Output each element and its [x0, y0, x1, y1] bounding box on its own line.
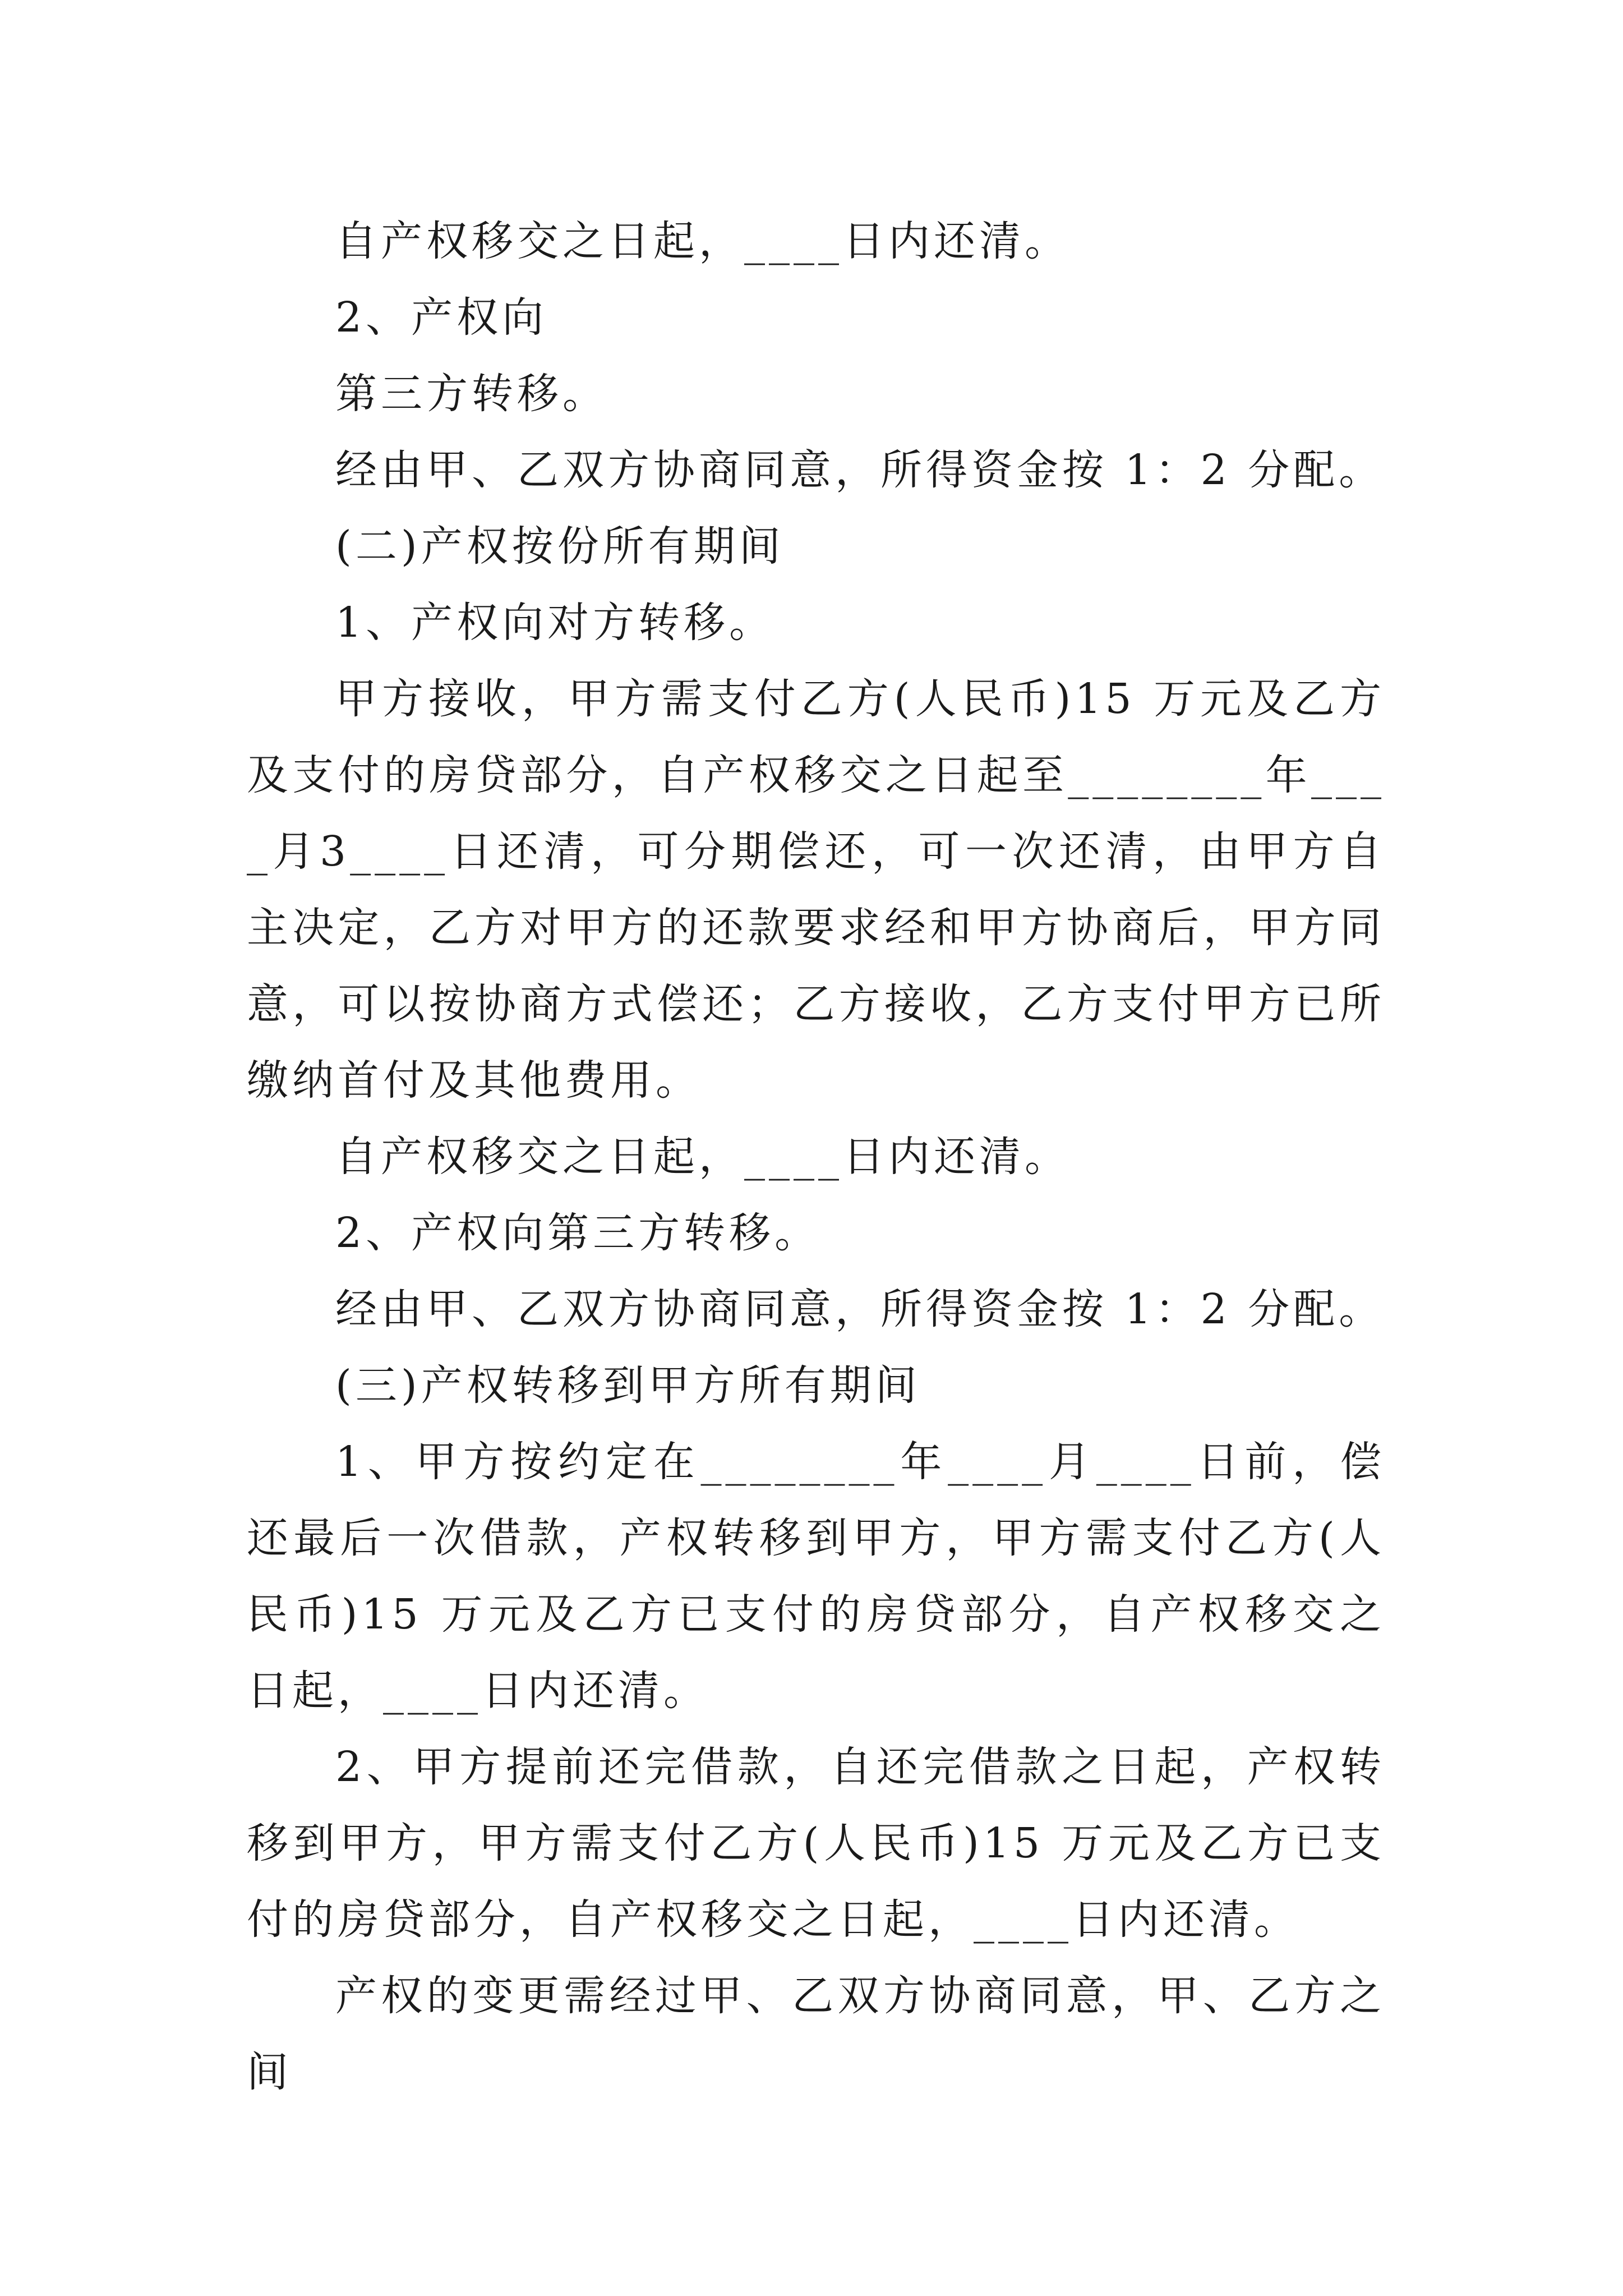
paragraph-2: 2、产权向: [335, 293, 548, 342]
paragraph-8: 自产权移交之日起，____日内还清。: [335, 1133, 1070, 1181]
paragraph-4: 经由甲、乙双方协商同意，所得资金按 1：2 分配。: [335, 446, 1385, 494]
paragraph-7: 甲方接收，甲方需支付乙方(人民币)15 万元及乙方及支付的房贷部分，自产权移交之日起至________年____月3____日还清，可分期偿还，可一次还清，由甲方自主决定，乙方对甲方的还款要求经和甲方协商后，甲方同意，可以按协商方式偿还；乙方接收，乙方支付甲方已所缴纳首付及其他费用。: [247, 675, 1385, 1105]
paragraph-10: 经由甲、乙双方协商同意，所得资金按 1：2 分配。: [335, 1285, 1385, 1333]
paragraph-13: 2、甲方提前还完借款，自还完借款之日起，产权转移到甲方，甲方需支付乙方(人民币)15 万元及乙方已支付的房贷部分，自产权移交之日起，____日内还清。: [247, 1743, 1385, 1944]
paragraph-1: 自产权移交之日起，____日内还清。: [335, 217, 1070, 265]
section-heading-2: (二)产权按份所有期间: [335, 522, 785, 570]
paragraph-3: 第三方转移。: [335, 370, 608, 418]
paragraph-12: 1、甲方按约定在________年____月____日前，偿还最后一次借款，产权转移到甲方，甲方需支付乙方(人民币)15 万元及乙方已支付的房贷部分，自产权移交之日起，____日内还清。: [247, 1438, 1385, 1715]
paragraph-9: 2、产权向第三方转移。: [335, 1209, 820, 1257]
paragraph-14: 产权的变更需经过甲、乙双方协商同意，甲、乙方之间: [247, 1972, 1385, 2096]
document-body: [247, 203, 1385, 2110]
paragraph-6: 1、产权向对方转移。: [335, 599, 775, 647]
section-heading-3: (三)产权转移到甲方所有期间: [335, 1361, 921, 1410]
